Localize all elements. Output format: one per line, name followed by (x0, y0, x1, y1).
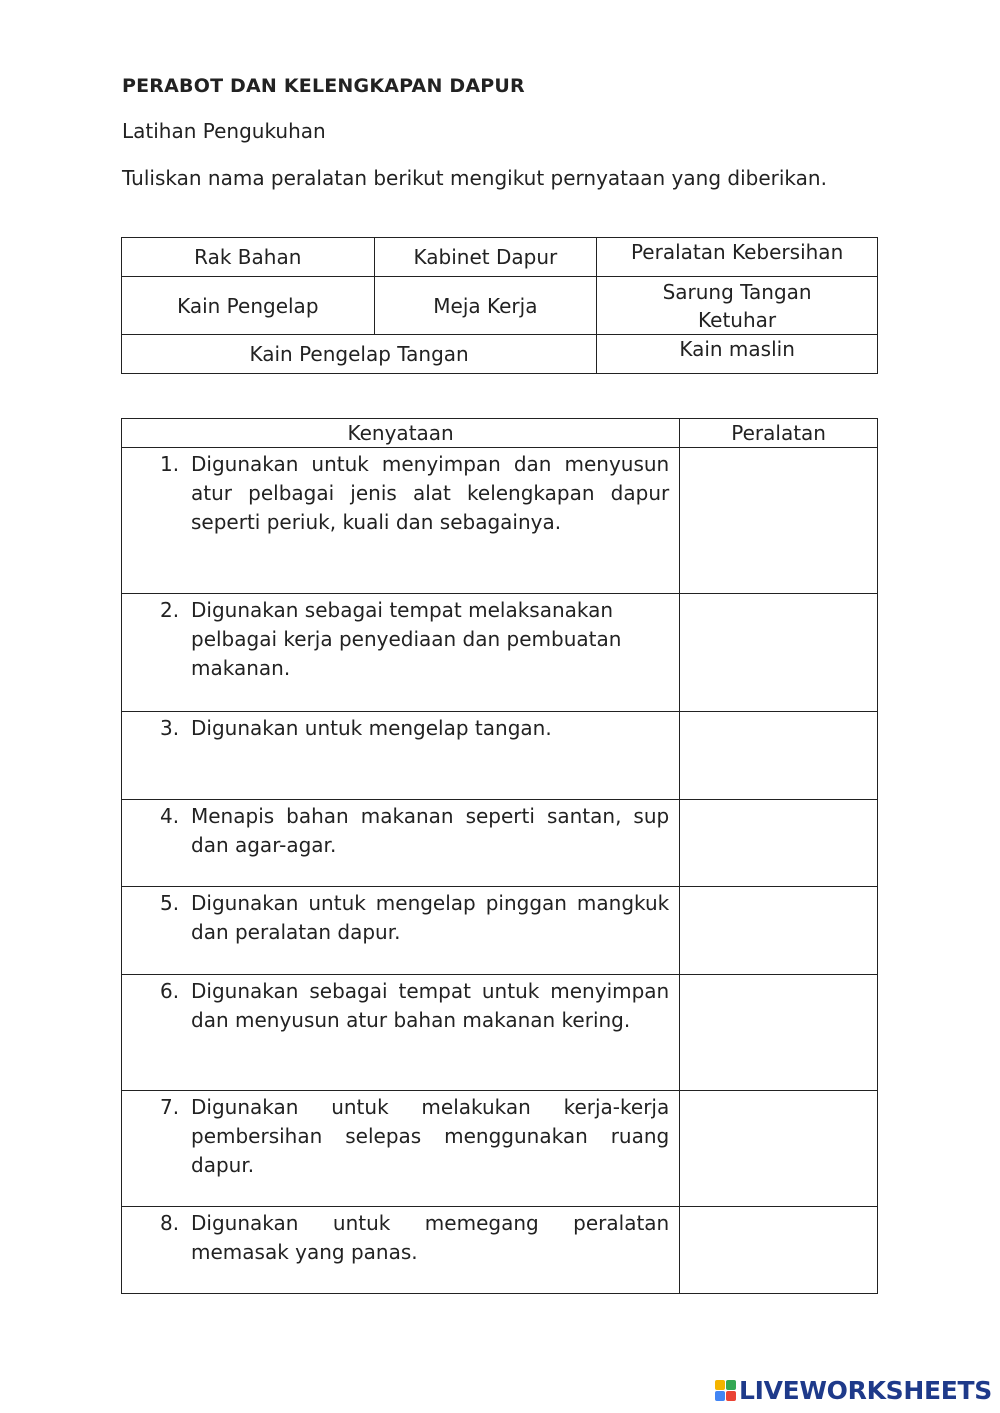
word-bank-sarung-tangan-ketuhar-text: Sarung Tangan Ketuhar (662, 279, 812, 332)
answer-cell-4[interactable] (680, 800, 878, 887)
table-row (122, 1207, 878, 1294)
row-number: 5. (160, 891, 180, 915)
word-bank-peralatan-kebersihan: Peralatan Kebersihan (597, 238, 878, 277)
logo-square-4 (726, 1391, 736, 1401)
page-title: PERABOT DAN KELENGKAPAN DAPUR (122, 75, 525, 97)
row-number: 6. (160, 979, 180, 1003)
row-statement: Digunakan untuk mengelap tangan. (191, 716, 552, 740)
logo-square-1 (715, 1380, 725, 1390)
answer-cell-1[interactable] (680, 448, 878, 594)
answer-cell-6[interactable] (680, 975, 878, 1091)
table-row (122, 887, 878, 975)
liveworksheets-logo-text: LIVEWORKSHEETS (738, 1376, 992, 1405)
word-bank-kain-maslin: Kain maslin (597, 335, 878, 374)
table-row (122, 594, 878, 712)
word-bank-kabinet-dapur: Kabinet Dapur (374, 238, 597, 277)
statements-table (121, 418, 878, 1294)
table-row (122, 448, 878, 594)
answer-cell-2[interactable] (680, 594, 878, 712)
row-statement: Digunakan sebagai tempat untuk menyimpan dan menyusun atur bahan makanan kering. (191, 979, 670, 1032)
answer-cell-5[interactable] (680, 887, 878, 975)
word-bank-kain-pengelap: Kain Pengelap (122, 277, 375, 335)
header-kenyataan: Kenyataan (122, 419, 680, 448)
table-row (122, 800, 878, 887)
row-number: 1. (160, 452, 180, 476)
instruction-text: Tuliskan nama peralatan berikut mengikut pernyataan yang diberikan. (122, 166, 827, 190)
row-statement: Digunakan untuk melakukan kerja-kerja pembersihan selepas menggunakan ruang dapur. (191, 1095, 670, 1177)
word-bank-sarung-tangan-ketuhar (597, 277, 878, 335)
logo-square-2 (726, 1380, 736, 1390)
table-row (122, 975, 878, 1091)
row-statement: Digunakan untuk mengelap pinggan mangkuk dan peralatan dapur. (191, 891, 670, 944)
row-statement: Menapis bahan makanan seperti santan, sup dan agar-agar. (191, 804, 670, 857)
row-number: 3. (160, 716, 180, 740)
row-statement: Digunakan sebagai tempat melaksanakan pelbagai kerja penyediaan dan pembuatan makanan. (191, 598, 622, 680)
header-peralatan: Peralatan (680, 419, 878, 448)
answer-cell-8[interactable] (680, 1207, 878, 1294)
liveworksheets-logo[interactable] (715, 1376, 992, 1405)
logo-square-3 (715, 1391, 725, 1401)
row-number: 7. (160, 1095, 180, 1119)
row-number: 4. (160, 804, 180, 828)
word-bank-rak-bahan: Rak Bahan (122, 238, 375, 277)
table-row (122, 712, 878, 800)
word-bank-table (121, 237, 878, 374)
row-number: 8. (160, 1211, 180, 1235)
word-bank-kain-pengelap-tangan: Kain Pengelap Tangan (122, 335, 597, 374)
table-row (122, 1091, 878, 1207)
row-number: 2. (160, 598, 180, 622)
answer-cell-7[interactable] (680, 1091, 878, 1207)
row-statement: Digunakan untuk memegang peralatan memasak yang panas. (191, 1211, 670, 1264)
word-bank-meja-kerja: Meja Kerja (374, 277, 597, 335)
row-statement: Digunakan untuk menyimpan dan menyusun atur pelbagai jenis alat kelengkapan dapur seperti periuk, kuali dan sebagainya. (191, 452, 670, 534)
page-subtitle: Latihan Pengukuhan (122, 119, 326, 143)
answer-cell-3[interactable] (680, 712, 878, 800)
liveworksheets-logo-icon (715, 1380, 736, 1401)
